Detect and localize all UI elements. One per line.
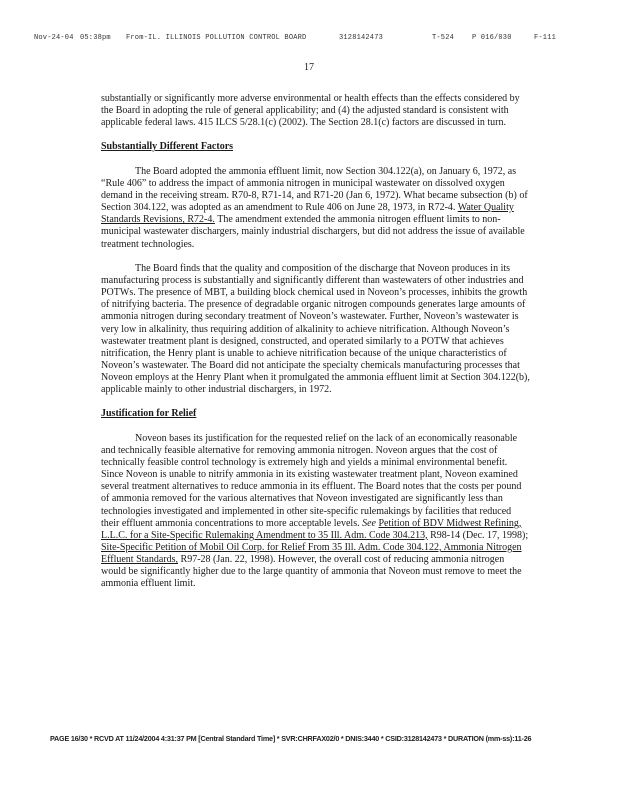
fax-footer: PAGE 16/30 * RCVD AT 11/24/2004 4:31:37 PM [Central Standard Time] * SVR:CHRFAX02/0 * DNIS:3440 * CSID:3128142473 * DURATION (mm-ss):11-26 xyxy=(50,734,532,743)
paragraph-rule-history: The Board adopted the ammonia effluent limit, now Section 304.122(a), on January 6, 1972, as “Rule 406” to address the impact of ammonia nitrogen in municipal wastewater on dissolved oxygen demand in the receiving stream. R70-8, R71-14, and R71-20 (Jan 6, 1972). What became subsection (b) of Section 304.122, was adopted as an amendment to Rule 406 on June 28, 1973, in R72-4. Water Quality Standards Revisions, R72-4. The amendment extended the ammonia nitrogen effluent limits to non-municipal wastewater dischargers, mainly industrial dischargers, but did not address the issue of available treatment technologies. xyxy=(101,165,528,250)
fax-number: 3128142473 xyxy=(339,34,384,42)
citation-bdv-midwest: Petition of BDV Midwest Refining, L.L.C. for a Site-Specific Rulemaking Amendment to 35 Ill. Adm. Code 304.213, xyxy=(101,517,522,541)
citation-r72-4: Water Quality Standards Revisions, R72-4. xyxy=(101,202,514,226)
heading-justification-for-relief: Justification for Relief xyxy=(101,408,197,420)
citation-mobil-oil: Site-Specific Petition of Mobil Oil Corp. for Relief From 35 Ill. Adm. Code 304.122, Ammonia Nitrogen Effluent Standards, xyxy=(101,542,522,566)
paragraph-justification: Noveon bases its justification for the requested relief on the lack of an economically reasonable and technically feasible alternative for removing ammonia nitrogen. Noveon argues that the cost of technically feasible control technology is extremely high and yields a minimal environmental benefit. Since Noveon is unable to nitrify ammonia in its existing wastewater treatment plant, Noveon examined several treatment alternatives to reduce ammonia in its effluent. The Board notes that the costs per pound of ammonia removed for the various alternatives that Noveon investigated are significantly less than technologies investigated and implemented in other site-specific rulemakings by facilities that reduced their effluent ammonia concentrations to more acceptable levels. See Petition of BDV Midwest Refining, L.L.C. for a Site-Specific Rulemaking Amendment to 35 Ill. Adm. Code 304.213, R98-14 (Dec. 17, 1998); Site-Specific Petition of Mobil Oil Corp. for Relief From 35 Ill. Adm. Code 304.122, Ammonia Nitrogen Effluent Standards, R97-28 (Jan. 22, 1998). However, the overall cost of reducing ammonia nitrogen would be significantly higher due to the large quantity of ammonia that Noveon must remove to meet the ammonia effluent limit. xyxy=(101,432,529,590)
fax-from: From-IL. ILLINOIS POLLUTION CONTROL BOARD xyxy=(126,34,307,42)
page-number: 17 xyxy=(304,62,314,73)
paragraph-board-finding: The Board finds that the quality and composition of the discharge that Noveon produces in its manufacturing process is substantially and significantly different than wastewaters of other industries and POTWs. The presence of MBT, a building block chemical used in Noveon’s processes, inhibits the growth of nitrifying bacteria. The presence of degradable organic nitrogen compounds generates large amounts of ammonia nitrogen during secondary treatment of Noveon’s wastewater. Further, Noveon’s wastewater is very low in alkalinity, thus requiring addition of alkalinity to achieve nitrification. Although Noveon’s wastewater treatment plant is designed, constructed, and operated similarly to a POTW that achieves nitrification, the Henry plant is unable to achieve nitrification because of the unique characteristics of Noveon’s wastewater. The Board did not anticipate the specialty chemicals manufacturing processes that Noveon employs at the Henry Plant when it promulgated the ammonia effluent limit at Section 304.122(b), applicable mainly to other industrial dischargers, in 1972. xyxy=(101,262,530,396)
fax-time: 05:38pm xyxy=(80,34,111,42)
heading-substantially-different-factors: Substantially Different Factors xyxy=(101,141,234,153)
fax-code: F-111 xyxy=(534,34,557,42)
fax-date: Nov-24-04 xyxy=(34,34,74,42)
fax-page: P 016/030 xyxy=(472,34,512,42)
document-body xyxy=(101,93,531,591)
paragraph-continuation: substantially or significantly more adverse environmental or health effects than the effects considered by the Board in adopting the rule of general applicability; and (4) the adjusted standard is consistent with applicable federal laws. 415 ILCS 5/28.1(c) (2002). The Section 28.1(c) factors are discussed in turn. xyxy=(101,93,520,129)
fax-transmission-id: T-524 xyxy=(432,34,455,42)
signal-see: See xyxy=(362,517,376,529)
